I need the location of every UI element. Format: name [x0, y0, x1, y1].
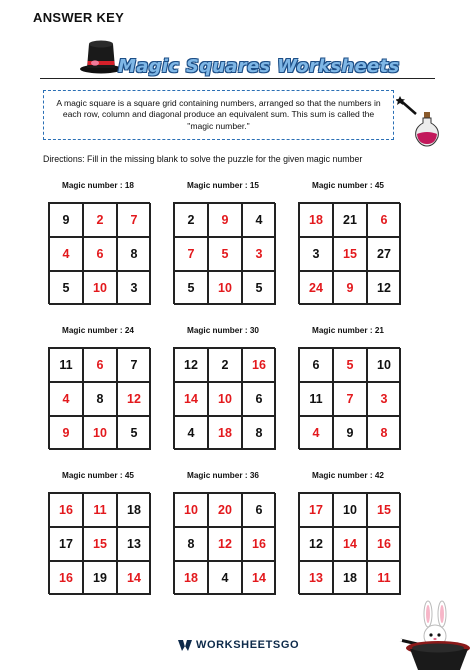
answer-cell: 12: [208, 527, 242, 561]
answer-cell: 11: [367, 561, 401, 595]
given-cell: 4: [242, 203, 276, 237]
answer-cell: 11: [83, 493, 117, 527]
puzzle-block: [171, 470, 275, 594]
given-cell: 11: [49, 348, 83, 382]
answer-cell: 10: [174, 493, 208, 527]
answer-cell: 7: [333, 382, 367, 416]
magic-square-grid: [173, 492, 275, 594]
given-cell: 17: [49, 527, 83, 561]
puzzle-block: [46, 470, 150, 594]
worksheetsgo-logo-icon: [178, 638, 192, 652]
given-cell: 21: [333, 203, 367, 237]
directions-text: Directions: Fill in the missing blank to solve the puzzle for the given magic number: [43, 154, 363, 164]
answer-cell: 6: [83, 237, 117, 271]
rabbit-hat-icon: [398, 600, 474, 670]
given-cell: 6: [299, 348, 333, 382]
given-cell: 6: [242, 493, 276, 527]
answer-cell: 16: [367, 527, 401, 561]
puzzle-block: [46, 180, 150, 304]
given-cell: 9: [49, 203, 83, 237]
given-cell: 19: [83, 561, 117, 595]
answer-cell: 9: [49, 416, 83, 450]
given-cell: 12: [367, 271, 401, 305]
answer-cell: 7: [117, 203, 151, 237]
magic-square-grid: [298, 347, 400, 449]
magic-number-label: Magic number : 18: [62, 181, 134, 190]
given-cell: 18: [333, 561, 367, 595]
answer-cell: 20: [208, 493, 242, 527]
given-cell: 4: [174, 416, 208, 450]
magic-number-label: Magic number : 36: [187, 471, 259, 480]
given-cell: 7: [117, 348, 151, 382]
answer-cell: 4: [49, 237, 83, 271]
magic-square-grid: [48, 492, 150, 594]
magic-number-label: Magic number : 24: [62, 326, 134, 335]
answer-cell: 10: [208, 271, 242, 305]
given-cell: 8: [117, 237, 151, 271]
answer-cell: 3: [367, 382, 401, 416]
given-cell: 8: [83, 382, 117, 416]
magic-square-grid: [173, 202, 275, 304]
answer-cell: 13: [299, 561, 333, 595]
answer-cell: 16: [49, 493, 83, 527]
intro-box: [43, 90, 394, 140]
given-cell: 12: [299, 527, 333, 561]
answer-cell: 6: [83, 348, 117, 382]
answer-cell: 10: [83, 271, 117, 305]
answer-cell: 5: [208, 237, 242, 271]
answer-cell: 15: [333, 237, 367, 271]
footer-logo: [178, 638, 299, 652]
puzzle-block: [171, 325, 275, 449]
answer-cell: 14: [242, 561, 276, 595]
given-cell: 11: [299, 382, 333, 416]
given-cell: 9: [333, 416, 367, 450]
puzzle-block: [296, 470, 400, 594]
answer-cell: 18: [299, 203, 333, 237]
puzzle-block: [296, 325, 400, 449]
answer-cell: 7: [174, 237, 208, 271]
answer-cell: 15: [83, 527, 117, 561]
magic-square-grid: [48, 202, 150, 304]
given-cell: 12: [174, 348, 208, 382]
magic-square-grid: [298, 202, 400, 304]
given-cell: 10: [333, 493, 367, 527]
answer-cell: 18: [174, 561, 208, 595]
answer-cell: 16: [49, 561, 83, 595]
magic-wand-potion-icon: [396, 96, 442, 148]
answer-cell: 5: [333, 348, 367, 382]
answer-cell: 12: [117, 382, 151, 416]
given-cell: 3: [299, 237, 333, 271]
given-cell: 13: [117, 527, 151, 561]
magic-number-label: Magic number : 45: [312, 181, 384, 190]
answer-cell: 3: [242, 237, 276, 271]
given-cell: 8: [242, 416, 276, 450]
magic-square-grid: [173, 347, 275, 449]
answer-cell: 10: [83, 416, 117, 450]
answer-cell: 9: [333, 271, 367, 305]
intro-text: A magic square is a square grid containing numbers, arranged so that the numbers in each row, column and diagonal produce an equivalent sum. This sum is called the "magic number.": [56, 97, 381, 131]
page-title: Magic Squares Worksheets: [118, 56, 400, 77]
logo-text: WORKSHEETSGO: [196, 639, 300, 651]
given-cell: 18: [117, 493, 151, 527]
answer-cell: 14: [333, 527, 367, 561]
puzzle-block: [296, 180, 400, 304]
given-cell: 4: [208, 561, 242, 595]
answer-cell: 2: [83, 203, 117, 237]
answer-cell: 24: [299, 271, 333, 305]
given-cell: 5: [49, 271, 83, 305]
magic-number-label: Magic number : 30: [187, 326, 259, 335]
answer-cell: 14: [117, 561, 151, 595]
magic-square-grid: [48, 347, 150, 449]
answer-cell: 17: [299, 493, 333, 527]
answer-key-label: ANSWER KEY: [33, 10, 125, 25]
given-cell: 2: [208, 348, 242, 382]
magic-number-label: Magic number : 42: [312, 471, 384, 480]
answer-cell: 4: [49, 382, 83, 416]
header-rule: [40, 78, 435, 79]
given-cell: 6: [242, 382, 276, 416]
answer-cell: 9: [208, 203, 242, 237]
magic-number-label: Magic number : 21: [312, 326, 384, 335]
answer-cell: 16: [242, 348, 276, 382]
given-cell: 8: [174, 527, 208, 561]
magic-square-grid: [298, 492, 400, 594]
given-cell: 2: [174, 203, 208, 237]
magic-number-label: Magic number : 15: [187, 181, 259, 190]
answer-cell: 18: [208, 416, 242, 450]
puzzle-block: [171, 180, 275, 304]
answer-cell: 10: [208, 382, 242, 416]
given-cell: 5: [174, 271, 208, 305]
given-cell: 5: [117, 416, 151, 450]
magic-number-label: Magic number : 45: [62, 471, 134, 480]
answer-cell: 8: [367, 416, 401, 450]
given-cell: 5: [242, 271, 276, 305]
given-cell: 10: [367, 348, 401, 382]
given-cell: 27: [367, 237, 401, 271]
answer-cell: 16: [242, 527, 276, 561]
given-cell: 3: [117, 271, 151, 305]
answer-cell: 6: [367, 203, 401, 237]
answer-cell: 15: [367, 493, 401, 527]
answer-cell: 4: [299, 416, 333, 450]
puzzle-block: [46, 325, 150, 449]
answer-cell: 14: [174, 382, 208, 416]
